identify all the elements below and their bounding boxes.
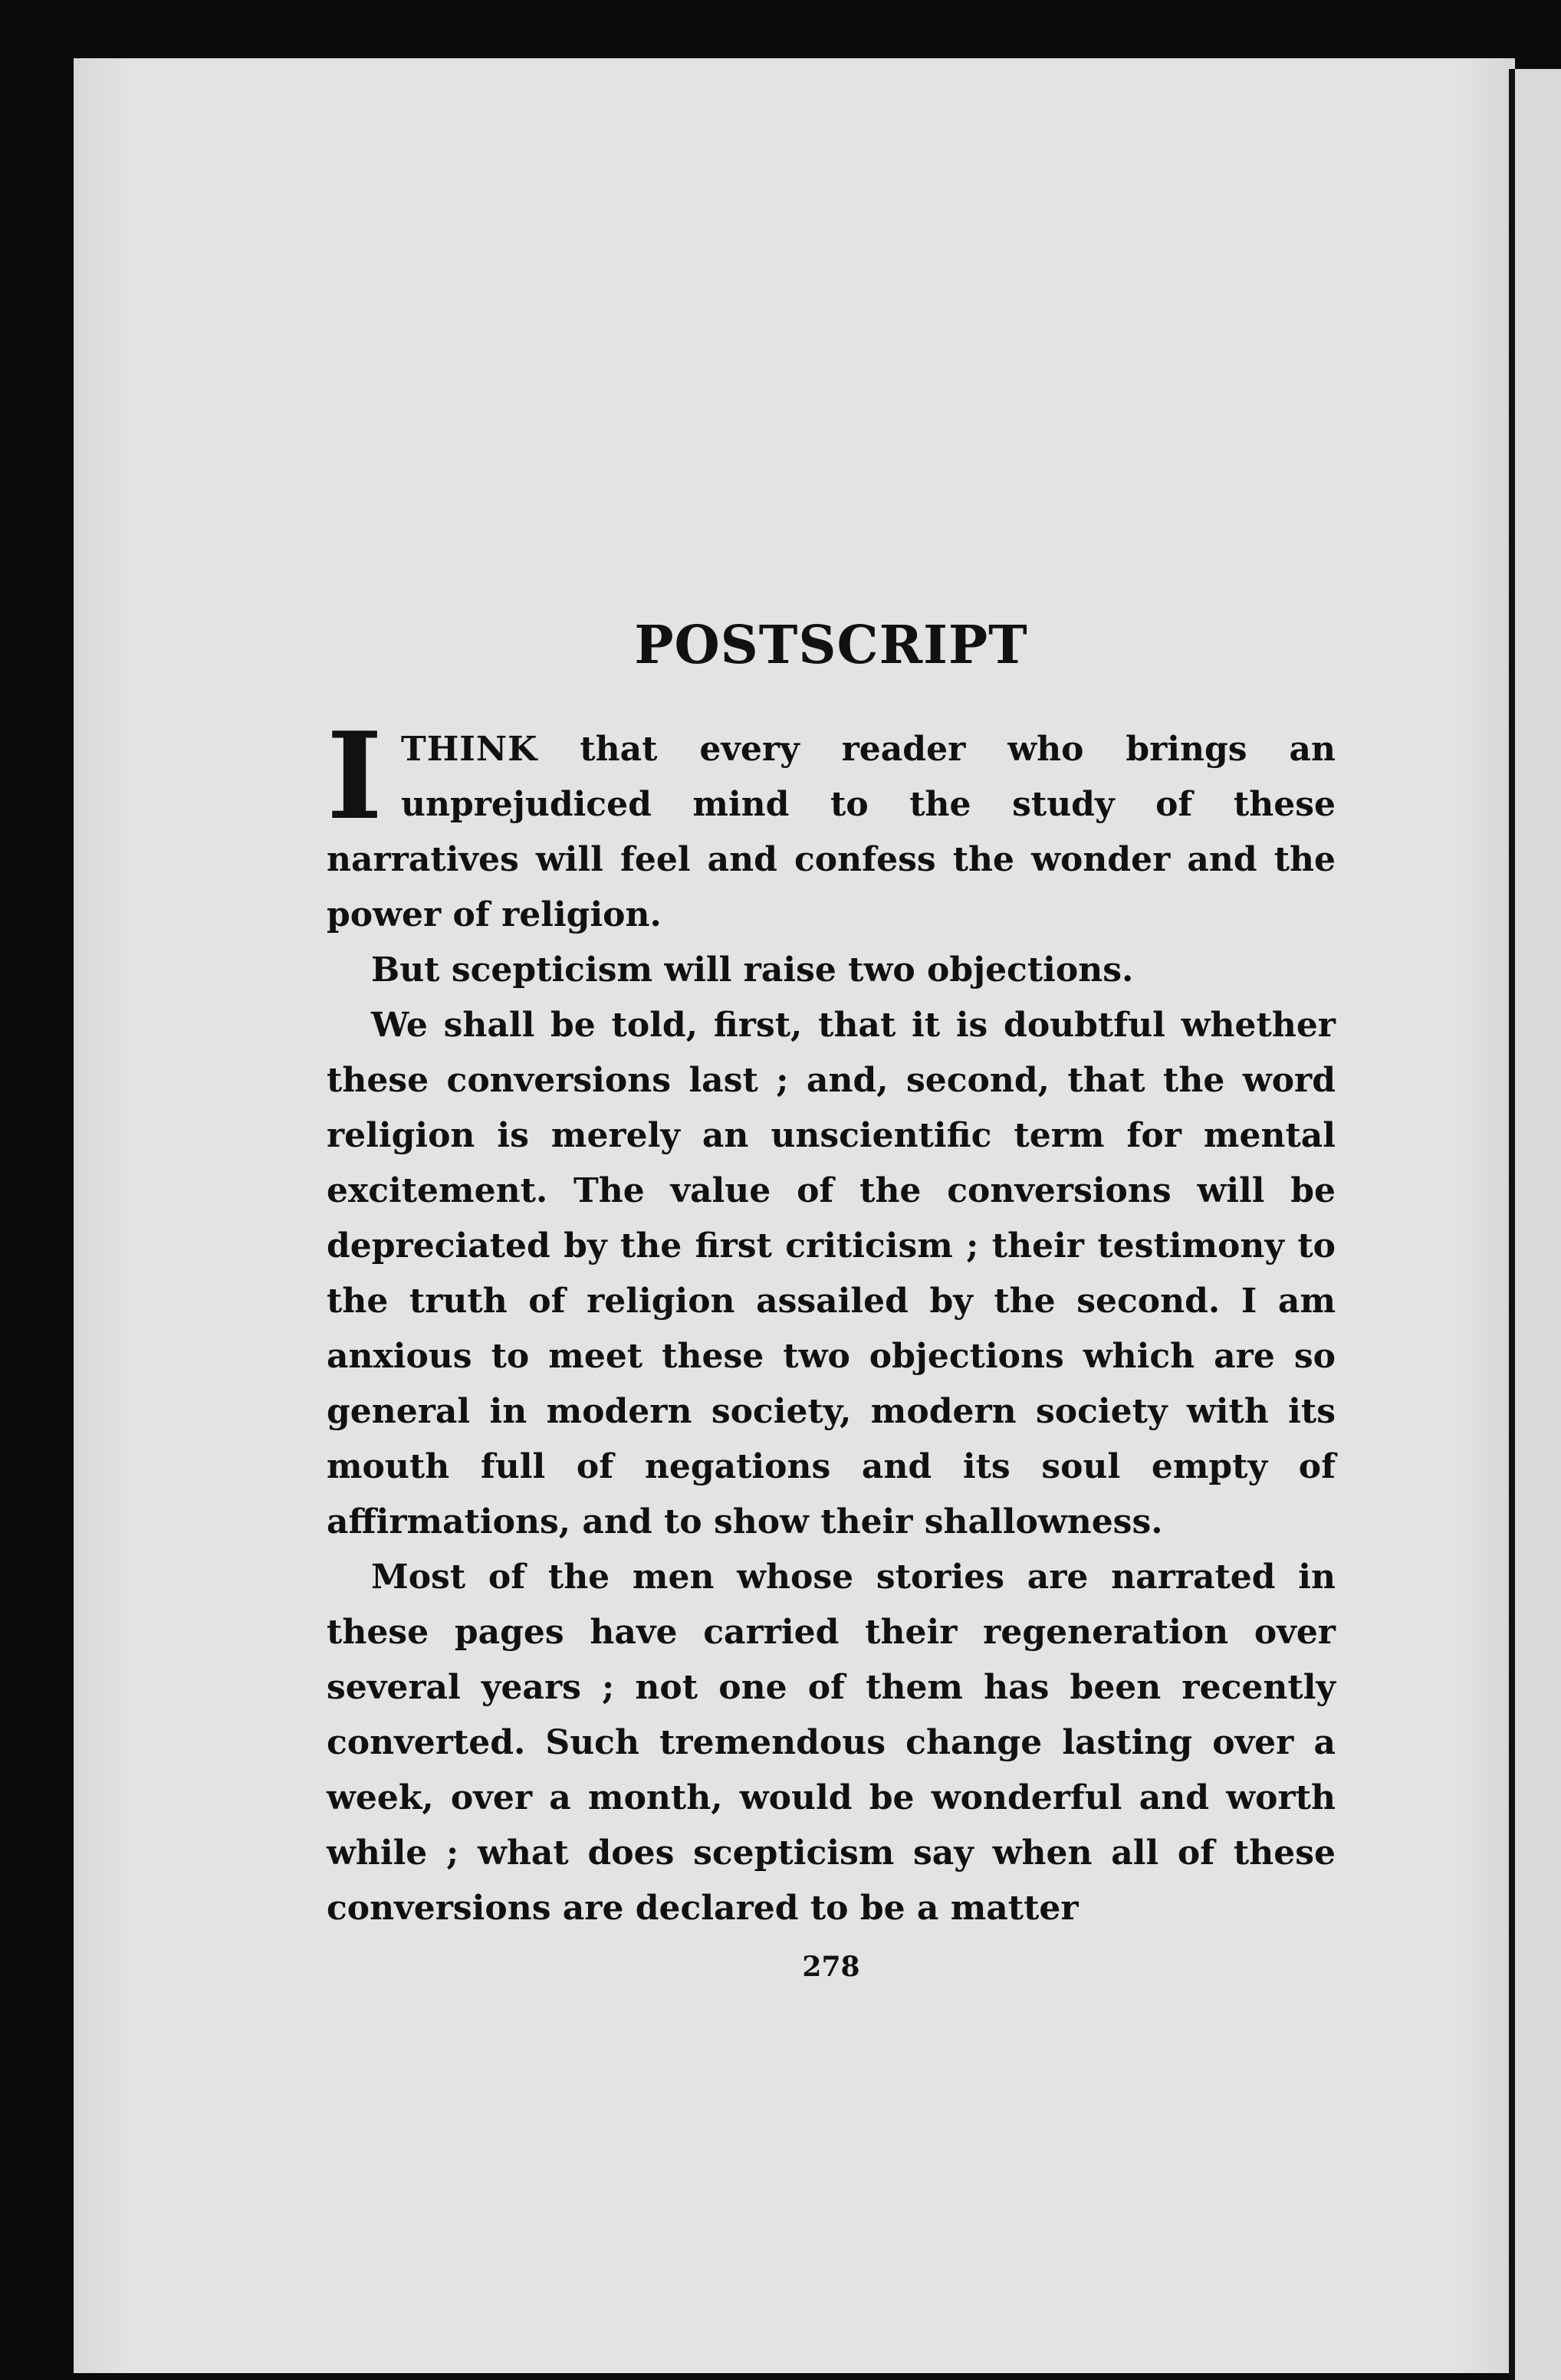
page-number: 278 — [802, 1951, 860, 1983]
paragraph-1-text: that every reader who brings an unprejudiced mind to the study of these narratives will feel and confess the wonder and the power of religion. — [327, 729, 1336, 934]
drop-cap: I — [327, 705, 383, 846]
lead-word: THINK — [400, 729, 538, 769]
paragraph-1 — [327, 705, 1336, 943]
text-block — [327, 615, 1336, 1983]
paragraph-3: We shall be told, first, that it is doubtful whether these conversions last ; and, second, that the word religion is merely an unscientific term for mental excitement. The value of the conversions will be depreciated by the first criticism ; their testimony to the truth of religion assailed by the second. I am anxious to meet these two objections which are so general in modern society, modern society with its mouth full of negations and its soul empty of affirmations, and to show their shallowness. — [327, 1005, 1336, 1541]
paragraph-4: Most of the men whose stories are narrated in these pages have carried their regeneration over several years ; not one of them has been recently converted. Such tremendous change lasting over a week, over a month, would be wonderful and worth while ; what does scepticism say when all of these conversions are declared to be a matter — [327, 1557, 1336, 1928]
paragraph-2: But scepticism will raise two objections. — [371, 950, 1134, 990]
facing-page-edge — [1515, 69, 1561, 2380]
chapter-title: POSTSCRIPT — [634, 615, 1028, 676]
